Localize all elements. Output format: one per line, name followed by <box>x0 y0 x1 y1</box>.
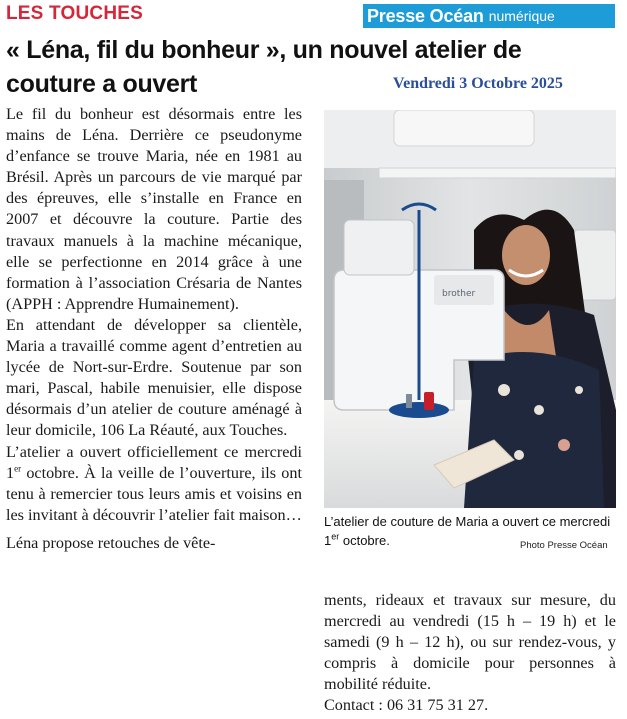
sewing-workshop-photo <box>324 110 616 508</box>
caption-ordinal: er <box>331 531 340 542</box>
paragraph-contact: Contact : 06 31 75 31 27. <box>324 696 489 715</box>
machine-brand-label: brother <box>442 289 476 299</box>
caption-text-end: octobre. <box>339 533 390 548</box>
paragraph-services-start: Léna propose retouches de vête- <box>6 533 216 552</box>
paragraph-opening <box>6 442 302 526</box>
section-rubric: LES TOUCHES <box>6 3 143 24</box>
photo-credit: Photo Presse Océan <box>520 540 608 551</box>
opening-ordinal: er <box>14 463 22 474</box>
article-column-left <box>6 104 302 554</box>
opening-text-start: L’atelier a ouvert officiellement ce mercredi 1 <box>6 442 302 482</box>
logo-brand: Presse Océan <box>367 5 484 26</box>
article-photo <box>324 110 616 508</box>
paragraph-intro: Le fil du bonheur est désormais entre les mains de Léna. Derrière ce pseudonyme d’enfance se trouve Maria, née en 1981 au Brésil. Après un parcours de vie marqué par des épreuves, elle s’installe en France en 2007 et découvre la couture. Partie des travaux manuels à la machine mécanique, elle se perfectionne en 2014 grâce à une formation à l’association Crésaria de Nantes (APPH : Apprendre Humainement). <box>6 105 302 313</box>
article-headline: « Léna, fil du bonheur », un nouvel atelier de couture a ouvert <box>6 36 522 98</box>
publication-date: Vendredi 3 Octobre 2025 <box>393 75 563 92</box>
caption-text-start: L’atelier de couture de Maria a ouvert ce mercredi 1 <box>324 514 611 548</box>
presse-ocean-logo <box>363 4 615 28</box>
logo-subtitle: numérique <box>488 8 555 24</box>
article-column-right <box>324 590 616 717</box>
opening-text-end: octobre. À la veille de l’ouverture, ils ont tenu à remercier tous leurs amis et voisins en les invitant à découvrir l’atelier fait maison… <box>6 463 302 524</box>
paragraph-background: En attendant de développer sa clientèle, Maria a travaillé comme agent d’entretien au lycée de Nort-sur-Erdre. Soutenue par son mari, Pascal, habile menuisier, elle dispose désormais d’un atelier de couture aménagé à leur domicile, 106 La Réauté, aux Touches. <box>6 315 302 440</box>
paragraph-services: ments, rideaux et travaux sur mesure, du mercredi au vendredi (15 h – 19 h) et le samedi (9 h – 12 h), ou sur rendez-vous, y compris à domicile pour personnes à mobilité réduite. <box>324 591 616 694</box>
